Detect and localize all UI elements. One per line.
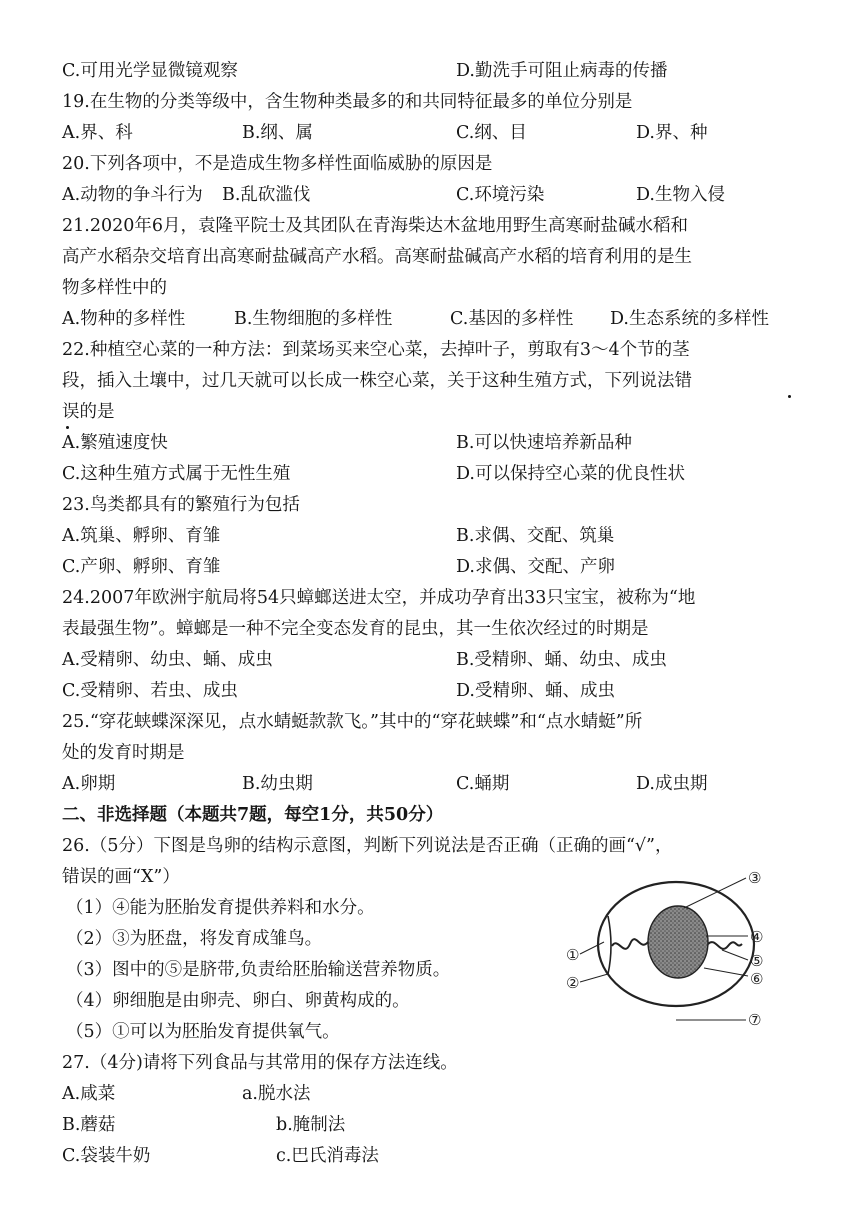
q26-item-3: （3）图中的⑤是脐带,负责给胚胎输送营养物质。 [66, 960, 451, 980]
q27-method-a: a.脱水法 [242, 1084, 311, 1104]
section-heading: 二、非选择题（本题共7题，每空1分，共50分） [62, 805, 444, 825]
q23-option-c: C.产卵、孵卵、育雏 [62, 557, 221, 577]
q22-option-a: A.繁殖速度快 [62, 433, 168, 453]
q25-line-1: 25.“穿花蛱蝶深深见，点水蜻蜓款款飞。”其中的“穿花蛱蝶”和“点水蜻蜓”所 [62, 712, 643, 732]
q26-item-5: （5）①可以为胚胎发育提供氧气。 [66, 1022, 340, 1042]
q21-line-2: 高产水稻杂交培育出高寒耐盐碱高产水稻。高寒耐盐碱高产水稻的培育利用的是生 [62, 247, 692, 267]
q22-line-3: 误的是 [62, 402, 115, 422]
q27-food-a: A.咸菜 [62, 1084, 116, 1104]
q24-line-1: 24.2007年欧洲宇航局将54只蟑螂送进太空，并成功孕育出33只宝宝，被称为“地 [62, 588, 696, 608]
q25-option-b: B.幼虫期 [242, 774, 313, 794]
diagram-label-1: ① [566, 946, 580, 964]
q25-option-c: C.蛹期 [456, 774, 510, 794]
chalaza-right [708, 942, 742, 949]
q21-option-a: A.物种的多样性 [62, 309, 186, 329]
q19-option-b: B.纲、属 [242, 123, 313, 143]
q24-option-a: A.受精卵、幼虫、蛹、成虫 [62, 650, 273, 670]
q19-option-d: D.界、种 [636, 123, 708, 143]
diagram-label-4: ④ [750, 928, 764, 946]
q21-line-1: 21.2020年6月，袁隆平院士及其团队在青海柴达木盆地用野生高寒耐盐碱水稻和 [62, 216, 688, 236]
chalaza-left [612, 939, 648, 949]
diagram-label-2: ② [566, 974, 580, 992]
q20-option-a: A.动物的争斗行为 [62, 185, 203, 205]
q26-item-2: （2）③为胚盘，将发育成雏鸟。 [66, 929, 323, 949]
leader-line [704, 968, 748, 976]
q23-stem: 23.鸟类都具有的繁殖行为包括 [62, 495, 300, 515]
q19-option-c: C.纲、目 [456, 123, 527, 143]
egg-yolk [648, 906, 708, 978]
q22-option-c: C.这种生殖方式属于无性生殖 [62, 464, 291, 484]
q22-option-d: D.可以保持空心菜的优良性状 [456, 464, 685, 484]
q25-line-2: 处的发育时期是 [62, 743, 185, 763]
q22-line-1: 22.种植空心菜的一种方法：到菜场买来空心菜，去掉叶子，剪取有3～4个节的茎 [62, 340, 690, 360]
diagram-label-5: ⑤ [750, 952, 764, 970]
q26-line-2: 错误的画“X”） [62, 867, 180, 887]
q23-option-b: B.求偶、交配、筑巢 [456, 526, 615, 546]
egg-structure-diagram [566, 856, 780, 1028]
emphasis-dot [788, 395, 791, 398]
leader-line [722, 950, 748, 960]
q22-line-2: 段，插入土壤中，过几天就可以长成一株空心菜，关于这种生殖方式，下列说法错 [62, 371, 692, 391]
q24-line-2: 表最强生物”。蟑螂是一种不完全变态发育的昆虫，其一生依次经过的时期是 [62, 619, 649, 639]
q24-option-c: C.受精卵、若虫、成虫 [62, 681, 238, 701]
q19-stem: 19.在生物的分类等级中，含生物种类最多的和共同特征最多的单位分别是 [62, 92, 633, 112]
air-cell [608, 916, 611, 974]
q21-option-b: B.生物细胞的多样性 [234, 309, 393, 329]
q20-option-b: B.乱砍滥伐 [222, 185, 311, 205]
leader-line [580, 974, 608, 982]
q27-food-b: B.蘑菇 [62, 1115, 116, 1135]
q24-option-b: B.受精卵、蛹、幼虫、成虫 [456, 650, 667, 670]
emphasis-dot [66, 426, 69, 429]
leader-line [580, 942, 604, 954]
q19-option-a: A.界、科 [62, 123, 133, 143]
diagram-label-3: ③ [748, 869, 762, 887]
q25-option-a: A.卵期 [62, 774, 116, 794]
q20-option-c: C.环境污染 [456, 185, 545, 205]
q22-option-b: B.可以快速培养新品种 [456, 433, 632, 453]
q24-option-d: D.受精卵、蛹、成虫 [456, 681, 615, 701]
q23-option-d: D.求偶、交配、产卵 [456, 557, 615, 577]
q26-item-1: （1）④能为胚胎发育提供养料和水分。 [66, 898, 375, 918]
q18-option-c: C.可用光学显微镜观察 [62, 61, 238, 81]
q21-line-3: 物多样性中的 [62, 278, 167, 298]
diagram-label-6: ⑥ [750, 970, 764, 988]
q27-stem: 27.（4分)请将下列食品与其常用的保存方法连线。 [62, 1053, 458, 1073]
q26-line-1: 26.（5分）下图是鸟卵的结构示意图，判断下列说法是否正确（正确的画“√”， [62, 836, 673, 856]
q27-method-c: c.巴氏消毒法 [276, 1146, 379, 1166]
q25-option-d: D.成虫期 [636, 774, 708, 794]
q20-option-d: D.生物入侵 [636, 185, 725, 205]
q18-option-d: D.勤洗手可阻止病毒的传播 [456, 61, 668, 81]
q26-item-4: （4）卵细胞是由卵壳、卵白、卵黄构成的。 [66, 991, 410, 1011]
q21-option-c: C.基因的多样性 [450, 309, 574, 329]
q23-option-a: A.筑巢、孵卵、育雏 [62, 526, 221, 546]
diagram-label-7: ⑦ [748, 1011, 762, 1028]
q27-food-c: C.袋装牛奶 [62, 1146, 151, 1166]
q27-method-b: b.腌制法 [276, 1115, 346, 1135]
q20-stem: 20.下列各项中，不是造成生物多样性面临威胁的原因是 [62, 154, 493, 174]
q21-option-d: D.生态系统的多样性 [610, 309, 769, 329]
